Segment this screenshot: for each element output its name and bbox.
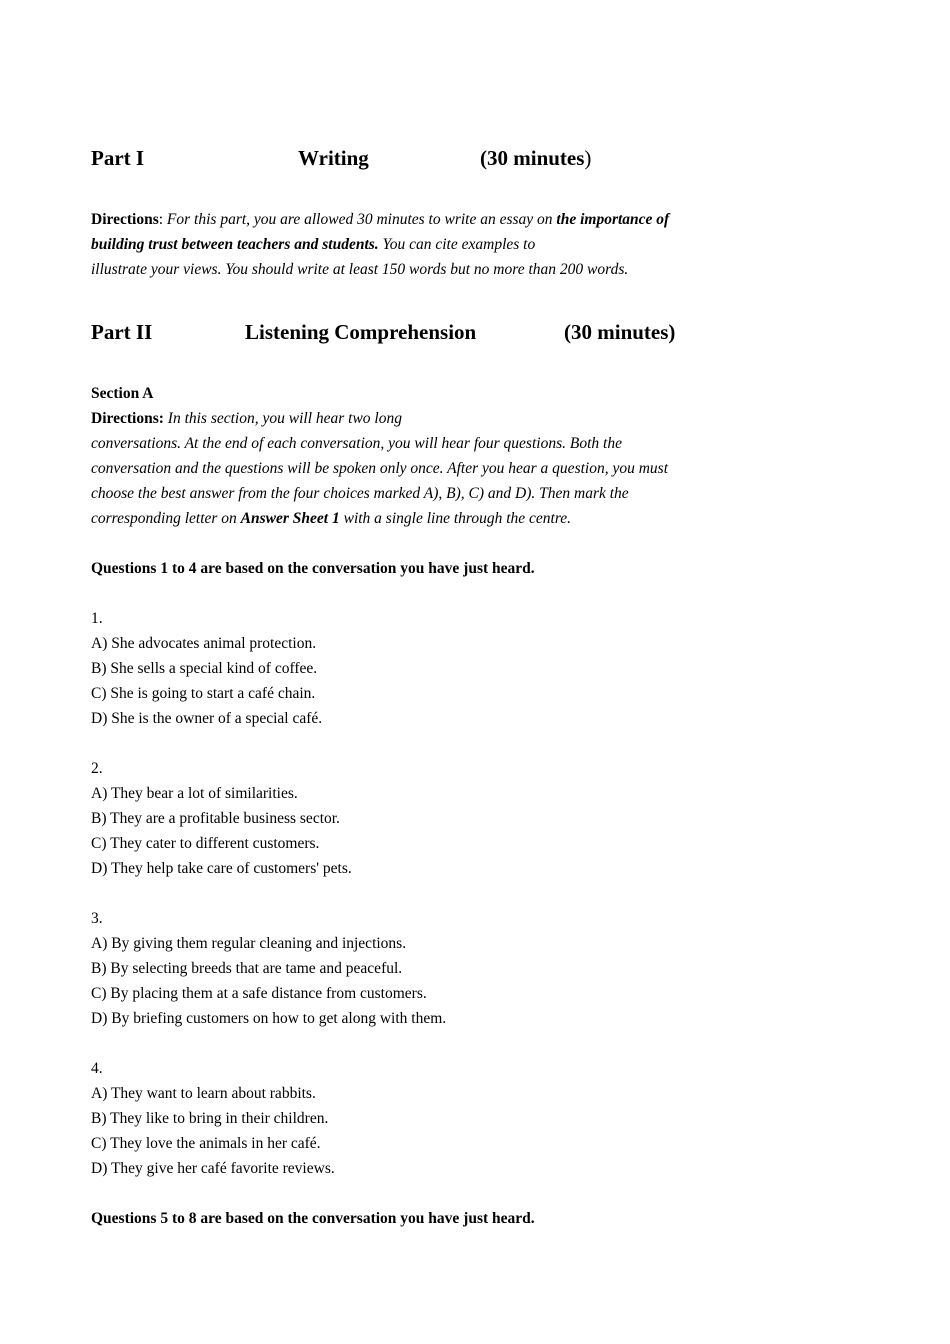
part1-title: Writing bbox=[298, 146, 369, 170]
answer-option: B) By selecting breeds that are tame and peaceful. bbox=[91, 960, 403, 977]
part1-topic-part1: the importance of bbox=[556, 211, 670, 228]
answer-option: D) By briefing customers on how to get along with them. bbox=[91, 1010, 447, 1027]
answer-option: C) They cater to different customers. bbox=[91, 835, 320, 852]
question-number: 4. bbox=[91, 1060, 103, 1077]
part2-directions-line2: conversations. At the end of each conversation, you will hear four questions. Both the bbox=[91, 435, 622, 452]
answer-option: B) They like to bring in their children. bbox=[91, 1110, 329, 1127]
part2-title: Listening Comprehension bbox=[245, 320, 477, 344]
part1-directions-line2 bbox=[91, 232, 831, 257]
part1-directions-line1 bbox=[91, 207, 831, 232]
answer-option: A) By giving them regular cleaning and injections. bbox=[91, 935, 407, 952]
answer-option: D) They give her café favorite reviews. bbox=[91, 1160, 335, 1177]
part1-label: Part I bbox=[91, 146, 145, 170]
answer-option: A) They bear a lot of similarities. bbox=[91, 785, 298, 802]
part2-directions-text5b: with a single line through the centre. bbox=[339, 510, 572, 527]
part1-directions-line3: illustrate your views. You should write at least 150 words but no more than 200 words. bbox=[91, 261, 629, 278]
part2-label: Part II bbox=[91, 320, 153, 344]
answer-sheet-label: Answer Sheet 1 bbox=[240, 510, 340, 527]
part1-heading bbox=[91, 143, 851, 173]
answer-option: A) They want to learn about rabbits. bbox=[91, 1085, 316, 1102]
part2-directions-line4: choose the best answer from the four choices marked A), B), C) and D). Then mark the bbox=[91, 485, 629, 502]
question-group1-heading: Questions 1 to 4 are based on the conversation you have just heard. bbox=[91, 560, 535, 577]
section-a-block bbox=[91, 381, 831, 1231]
question-number: 1. bbox=[91, 610, 103, 627]
answer-option: B) She sells a special kind of coffee. bbox=[91, 660, 318, 677]
answer-option: A) She advocates animal protection. bbox=[91, 635, 317, 652]
part2-directions-label: Directions: bbox=[91, 410, 164, 427]
question-number: 3. bbox=[91, 910, 103, 927]
part2-directions-text5a: corresponding letter on bbox=[91, 510, 241, 527]
answer-option: B) They are a profitable business sector. bbox=[91, 810, 340, 827]
answer-option: C) She is going to start a café chain. bbox=[91, 685, 316, 702]
part1-directions-text1: For this part, you are allowed 30 minutes to write an essay on bbox=[166, 211, 557, 228]
answer-option: D) They help take care of customers' pets. bbox=[91, 860, 352, 877]
part1-directions-colon: : bbox=[158, 211, 167, 228]
part2-directions-line5 bbox=[91, 506, 831, 531]
part1-topic-part2: building trust between teachers and students. bbox=[91, 236, 379, 253]
part1-directions-label: Directions bbox=[91, 211, 159, 228]
answer-option: C) By placing them at a safe distance from customers. bbox=[91, 985, 427, 1002]
part1-time-text: (30 minutes bbox=[480, 146, 585, 170]
answer-option: C) They love the animals in her café. bbox=[91, 1135, 321, 1152]
part2-time: (30 minutes) bbox=[564, 320, 676, 344]
part1-time-close: ) bbox=[584, 146, 592, 170]
part1-directions bbox=[91, 207, 831, 282]
part2-directions-text1: In this section, you will hear two long bbox=[163, 410, 402, 427]
part2-heading bbox=[91, 317, 851, 347]
part2-directions-line1 bbox=[91, 406, 831, 431]
part2-directions-line3: conversation and the questions will be spoken only once. After you hear a question, you must bbox=[91, 460, 668, 477]
part1-directions-text2: You can cite examples to bbox=[378, 236, 536, 253]
part1-time bbox=[480, 143, 591, 173]
question-number: 2. bbox=[91, 760, 103, 777]
question-group2-heading: Questions 5 to 8 are based on the conversation you have just heard. bbox=[91, 1210, 535, 1227]
answer-option: D) She is the owner of a special café. bbox=[91, 710, 323, 727]
section-a-title: Section A bbox=[91, 385, 154, 402]
